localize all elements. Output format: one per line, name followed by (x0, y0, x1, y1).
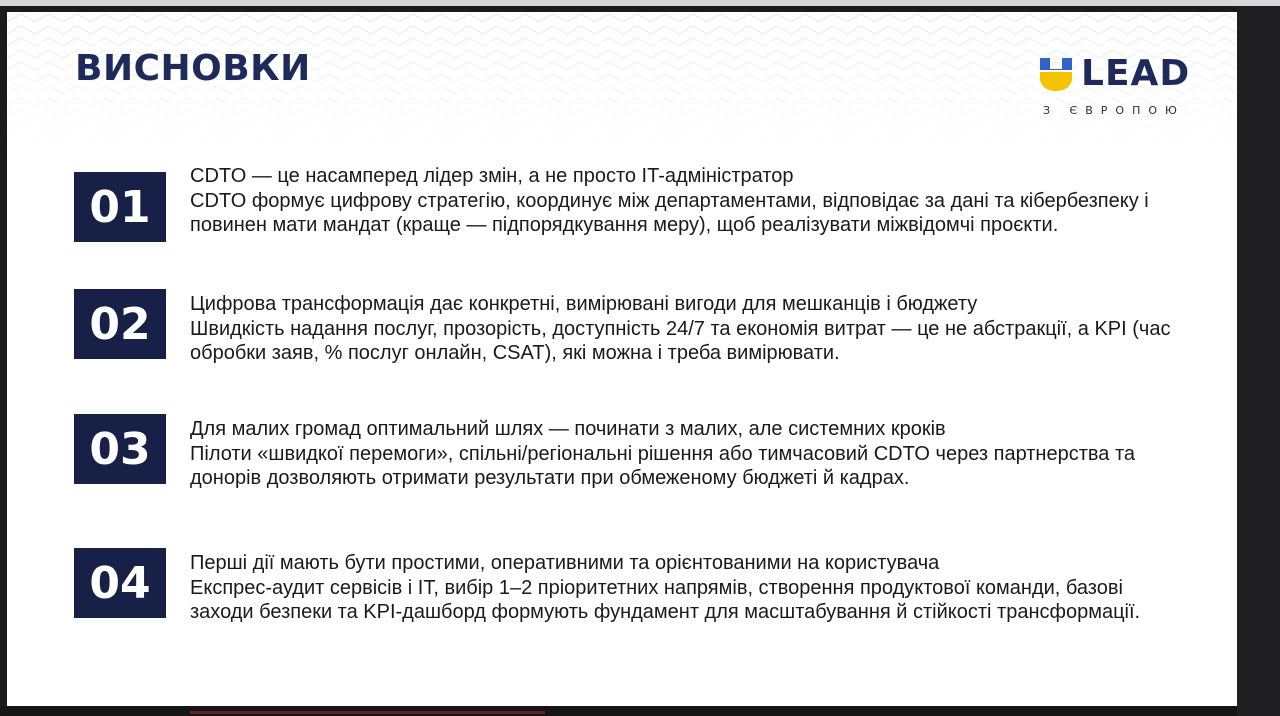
item-body: Швидкість надання послуг, прозорість, доступність 24/7 та економія витрат — це не абстракції, а KPI (час обробки заяв, % послуг онлайн, CSAT), які можна і треба вимірювати. (190, 317, 1171, 364)
logo-text: LEAD (1081, 53, 1191, 94)
ulead-u-icon (1037, 56, 1075, 92)
item-body: Експрес-аудит сервісів і IT, вибір 1–2 пріоритетних напрямів, створення продуктової команди, базові заходи безпеки та KPI-дашборд формують фундамент для масштабування й стійкості трансформації. (190, 576, 1141, 623)
slide-title: ВИСНОВКИ (75, 48, 311, 89)
item-text (190, 417, 1180, 491)
item-body: CDTO формує цифрову стратегію, координує між департаментами, відповідає за дані та кібербезпеку і повинен мати мандат (краще — підпорядкування меру), щоб реалізувати міжвідомчі проєкти. (190, 189, 1149, 236)
ulead-logo (1037, 52, 1207, 132)
window-top-strip (0, 0, 1280, 6)
item-text (190, 292, 1180, 366)
window-bottom-bar (0, 706, 1237, 716)
item-number-badge: 02 (74, 289, 166, 359)
window-right-panel (1237, 6, 1280, 716)
presentation-slide (7, 12, 1237, 706)
item-text (190, 551, 1180, 625)
item-heading: CDTO — це насамперед лідер змін, а не просто IT-адміністратор (190, 165, 794, 187)
item-body: Пілоти «швидкої перемоги», спільні/регіональні рішення або тимчасовий CDTO через партнерства та донорів дозволяють отримати результати при обмеженому бюджеті й кадрах. (190, 442, 1136, 489)
item-heading: Перші дії мають бути простими, оперативними та орієнтованими на користувача (190, 552, 940, 574)
item-number-badge: 04 (74, 548, 166, 618)
item-heading: Для малих громад оптимальний шлях — починати з малих, але системних кроків (190, 418, 946, 440)
item-number-badge: 03 (74, 414, 166, 484)
item-text (190, 164, 1180, 238)
logo-subtitle: З ЄВРОПОЮ (1043, 104, 1185, 117)
item-number-badge: 01 (74, 172, 166, 242)
item-heading: Цифрова трансформація дає конкретні, вимірювані вигоди для мешканців і бюджету (190, 293, 978, 315)
bottom-accent-line (190, 711, 545, 714)
